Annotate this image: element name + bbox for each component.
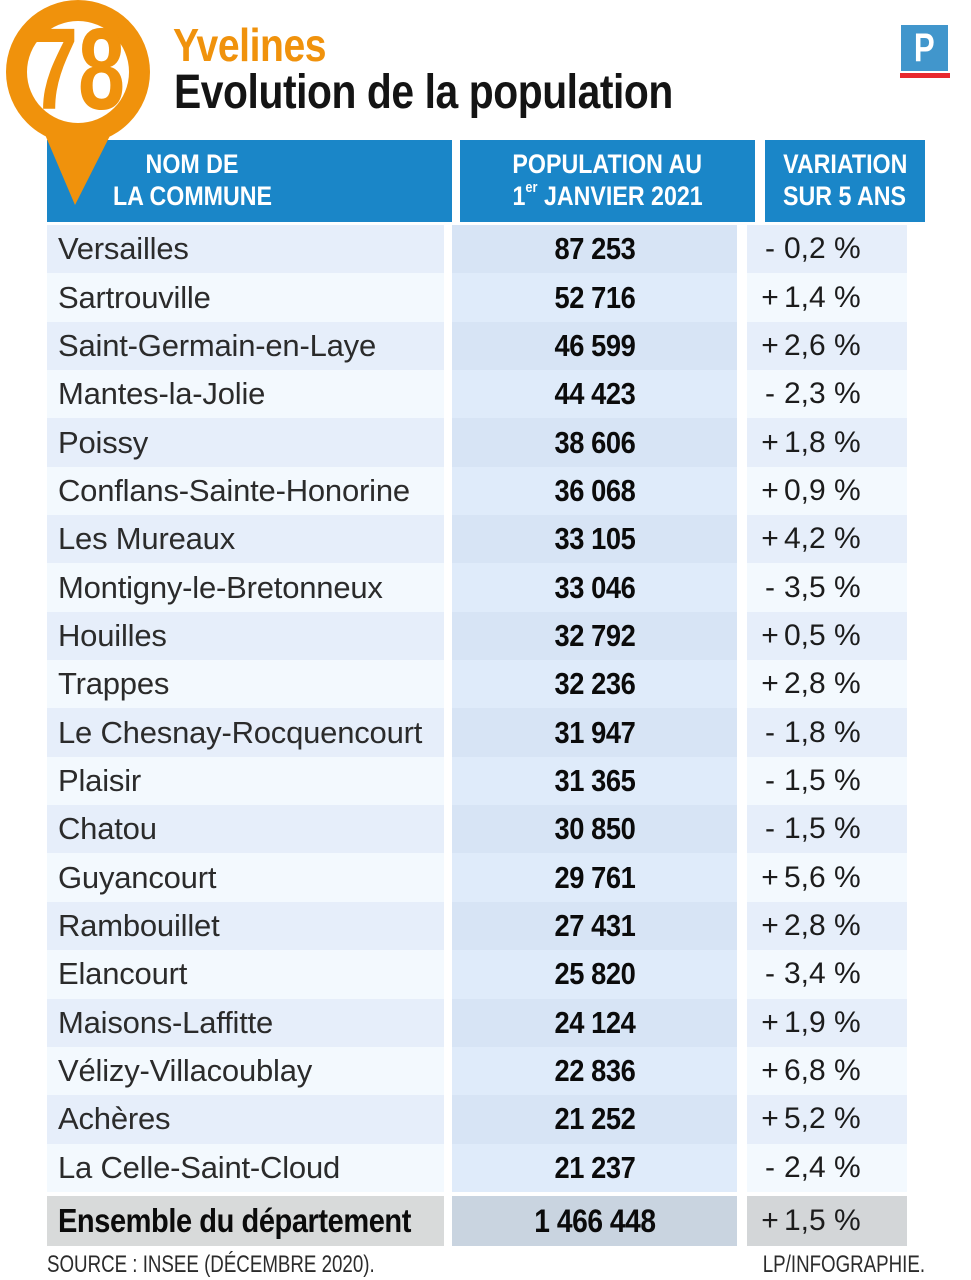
table-row: [47, 467, 925, 515]
column-header-population-line2: 1er JANVIER 2021: [512, 180, 703, 211]
population-cell: 32 236: [452, 660, 737, 708]
commune-name-cell: Plaisir: [47, 757, 444, 805]
credit-note: LP/INFOGRAPHIE.: [762, 1251, 925, 1278]
variation-cell: - 3,4 %: [747, 950, 907, 998]
population-cell: 46 599: [452, 322, 737, 370]
population-cell: 52 716: [452, 273, 737, 321]
variation-cell: - 1,5 %: [747, 805, 907, 853]
population-cell: 22 836: [452, 1047, 737, 1095]
population-cell: 32 792: [452, 612, 737, 660]
commune-name-cell: Conflans-Sainte-Honorine: [47, 467, 444, 515]
table-row: [47, 853, 925, 901]
table-row: [47, 273, 925, 321]
table-row: [47, 370, 925, 418]
population-cell: 31 365: [452, 757, 737, 805]
table-row: [47, 515, 925, 563]
total-name-cell: Ensemble du département: [47, 1196, 444, 1246]
commune-name-cell: Chatou: [47, 805, 444, 853]
population-cell: 21 237: [452, 1144, 737, 1192]
table-row: [47, 1095, 925, 1143]
page-title: Evolution de la population: [174, 66, 673, 119]
commune-name-cell: Poissy: [47, 418, 444, 466]
commune-name-cell: La Celle-Saint-Cloud: [47, 1144, 444, 1192]
column-header-variation-line1: VARIATION: [782, 149, 908, 180]
population-cell: 44 423: [452, 370, 737, 418]
source-note: SOURCE : INSEE (DÉCEMBRE 2020).: [47, 1251, 375, 1278]
population-cell: 24 124: [452, 999, 737, 1047]
logo-square: [901, 25, 948, 71]
variation-cell: + 0,9 %: [747, 467, 907, 515]
table-row: [47, 1144, 925, 1192]
commune-name-cell: Vélizy-Villacoublay: [47, 1047, 444, 1095]
population-cell: 29 761: [452, 853, 737, 901]
total-variation-cell: + 1,5 %: [747, 1196, 907, 1246]
table-row: [47, 563, 925, 611]
footer: [47, 1251, 925, 1279]
population-cell: 25 820: [452, 950, 737, 998]
table-row: [47, 999, 925, 1047]
table-row: [47, 660, 925, 708]
column-header-variation: [765, 140, 925, 222]
variation-cell: - 3,5 %: [747, 563, 907, 611]
variation-cell: + 2,8 %: [747, 660, 907, 708]
population-cell: 36 068: [452, 467, 737, 515]
variation-cell: - 2,4 %: [747, 1144, 907, 1192]
variation-cell: + 5,6 %: [747, 853, 907, 901]
commune-name-cell: Montigny-le-Bretonneux: [47, 563, 444, 611]
population-cell: 30 850: [452, 805, 737, 853]
population-cell: 27 431: [452, 902, 737, 950]
variation-cell: + 2,6 %: [747, 322, 907, 370]
variation-cell: - 1,8 %: [747, 708, 907, 756]
commune-name-cell: Mantes-la-Jolie: [47, 370, 444, 418]
population-cell: 31 947: [452, 708, 737, 756]
commune-name-cell: Saint-Germain-en-Laye: [47, 322, 444, 370]
commune-name-cell: Versailles: [47, 225, 444, 273]
variation-cell: + 0,5 %: [747, 612, 907, 660]
column-header-commune-line1: NOM DE: [145, 149, 239, 180]
total-row: [47, 1196, 925, 1246]
population-cell: 87 253: [452, 225, 737, 273]
commune-name-cell: Trappes: [47, 660, 444, 708]
column-header-variation-line2: SUR 5 ANS: [783, 181, 907, 211]
column-header-population: [460, 140, 755, 222]
variation-cell: + 1,9 %: [747, 999, 907, 1047]
commune-name-cell: Guyancourt: [47, 853, 444, 901]
table-body: [47, 225, 925, 1192]
variation-cell: - 1,5 %: [747, 757, 907, 805]
table-row: [47, 708, 925, 756]
population-cell: 21 252: [452, 1095, 737, 1143]
commune-name-cell: Rambouillet: [47, 902, 444, 950]
variation-cell: + 5,2 %: [747, 1095, 907, 1143]
column-header-commune-line2: LA COMMUNE: [112, 181, 272, 211]
table-row: [47, 950, 925, 998]
variation-cell: + 1,8 %: [747, 418, 907, 466]
table-row: [47, 322, 925, 370]
commune-name-cell: Maisons-Laffitte: [47, 999, 444, 1047]
logo-red-bar: [900, 73, 950, 78]
population-cell: 38 606: [452, 418, 737, 466]
department-number: 78: [31, 4, 125, 134]
table-row: [47, 1047, 925, 1095]
population-cell: 33 105: [452, 515, 737, 563]
commune-name-cell: Le Chesnay-Rocquencourt: [47, 708, 444, 756]
variation-cell: - 2,3 %: [747, 370, 907, 418]
table-row: [47, 225, 925, 273]
population-cell: 33 046: [452, 563, 737, 611]
commune-name-cell: Les Mureaux: [47, 515, 444, 563]
table-row: [47, 805, 925, 853]
total-population-cell: 1 466 448: [452, 1196, 737, 1246]
table-row: [47, 612, 925, 660]
table-row: [47, 902, 925, 950]
commune-name-cell: Sartrouville: [47, 273, 444, 321]
logo-letter: P: [914, 26, 935, 70]
commune-name-cell: Houilles: [47, 612, 444, 660]
commune-name-cell: Elancourt: [47, 950, 444, 998]
le-parisien-logo: [901, 25, 951, 78]
commune-name-cell: Achères: [47, 1095, 444, 1143]
variation-cell: + 6,8 %: [747, 1047, 907, 1095]
table-row: [47, 757, 925, 805]
variation-cell: + 1,4 %: [747, 273, 907, 321]
department-pin-icon: [4, 0, 156, 212]
variation-cell: - 0,2 %: [747, 225, 907, 273]
table-row: [47, 418, 925, 466]
variation-cell: + 2,8 %: [747, 902, 907, 950]
column-header-population-line1: POPULATION AU: [512, 149, 703, 180]
region-title: Yvelines: [173, 19, 327, 71]
variation-cell: + 4,2 %: [747, 515, 907, 563]
